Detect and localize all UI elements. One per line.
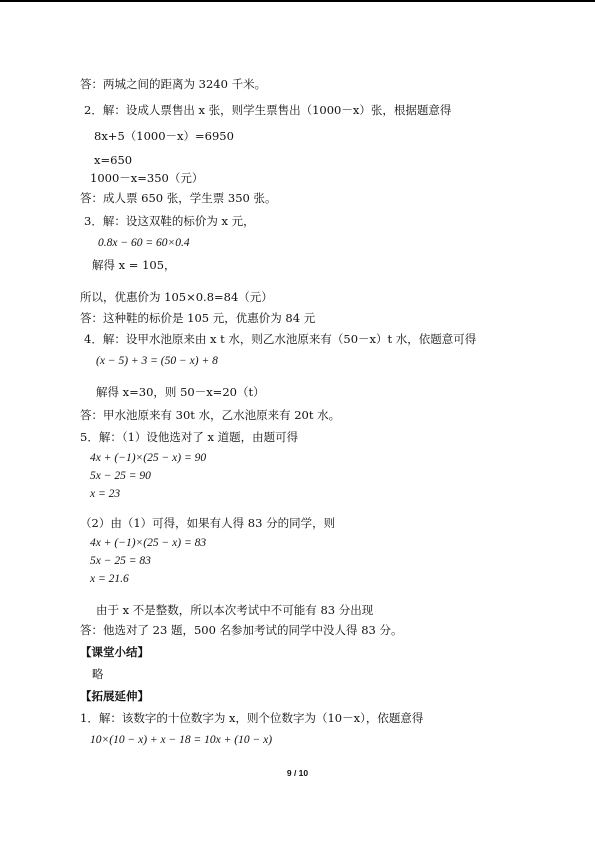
- problem-3-setup: 3．解：设这双鞋的标价为 x 元，: [84, 214, 255, 228]
- top-border-rule: [0, 0, 595, 2]
- extension-problem-1-setup: 1．解：该数字的十位数字为 x，则个位数字为（10－x），依题意得: [80, 711, 424, 725]
- problem-4-answer: 答：甲水池原来有 30t 水，乙水池原来有 20t 水。: [80, 408, 341, 422]
- answer-distance: 答：两城之间的距离为 3240 千米。: [80, 77, 267, 91]
- problem-2-solution: x=650: [94, 153, 133, 167]
- problem-3-answer: 答：这种鞋的标价是 105 元，优惠价为 84 元: [80, 311, 316, 325]
- problem-4-solution: 解得 x=30，则 50－x=20（t）: [96, 385, 265, 399]
- problem-5-equation-2: 4x + (−1)×(25 − x) = 83: [90, 537, 207, 549]
- problem-5-equation-1: 4x + (−1)×(25 − x) = 90: [90, 452, 207, 464]
- problem-3-equation: 0.8x − 60 = 60×0.4: [98, 237, 190, 249]
- section-heading-extension: 【拓展延伸】: [80, 689, 149, 703]
- problem-2-equation: 8x+5（1000－x）=6950: [94, 129, 234, 143]
- summary-text: 略: [92, 667, 104, 681]
- problem-5-solution-2: x = 21.6: [90, 573, 129, 585]
- page-number: 9 / 10: [286, 768, 309, 778]
- problem-5-setup: 5．解：（1）设他选对了 x 道题，由题可得: [80, 430, 299, 444]
- problem-5-answer: 答：他选对了 23 题，500 名参加考试的同学中没人得 83 分。: [80, 623, 403, 637]
- problem-2-setup: 2．解：设成人票售出 x 张，则学生票售出（1000－x）张，根据题意得: [84, 103, 452, 117]
- problem-4-equation: (x − 5) + 3 = (50 − x) + 8: [96, 355, 218, 367]
- problem-5-equation-1-simplified: 5x − 25 = 90: [90, 470, 151, 482]
- extension-problem-1-equation: 10×(10 − x) + x − 18 = 10x + (10 − x): [90, 734, 273, 746]
- problem-4-setup: 4．解：设甲水池原来由 x t 水，则乙水池原来有（50－x）t 水，依题意可得: [84, 332, 477, 346]
- problem-2-student-tickets: 1000－x=350（元）: [90, 171, 204, 185]
- problem-5-part-2-setup: （2）由（1）可得，如果有人得 83 分的同学，则: [80, 516, 336, 530]
- problem-2-answer: 答：成人票 650 张，学生票 350 张。: [80, 191, 277, 205]
- problem-5-solution-1: x = 23: [90, 488, 121, 500]
- problem-5-conclusion: 由于 x 不是整数，所以本次考试中不可能有 83 分出现: [96, 603, 374, 617]
- problem-5-equation-2-simplified: 5x − 25 = 83: [90, 555, 151, 567]
- problem-3-solution: 解得 x = 105，: [92, 258, 176, 272]
- problem-3-discount-price: 所以，优惠价为 105×0.8=84（元）: [80, 290, 273, 304]
- section-heading-summary: 【课堂小结】: [80, 645, 149, 659]
